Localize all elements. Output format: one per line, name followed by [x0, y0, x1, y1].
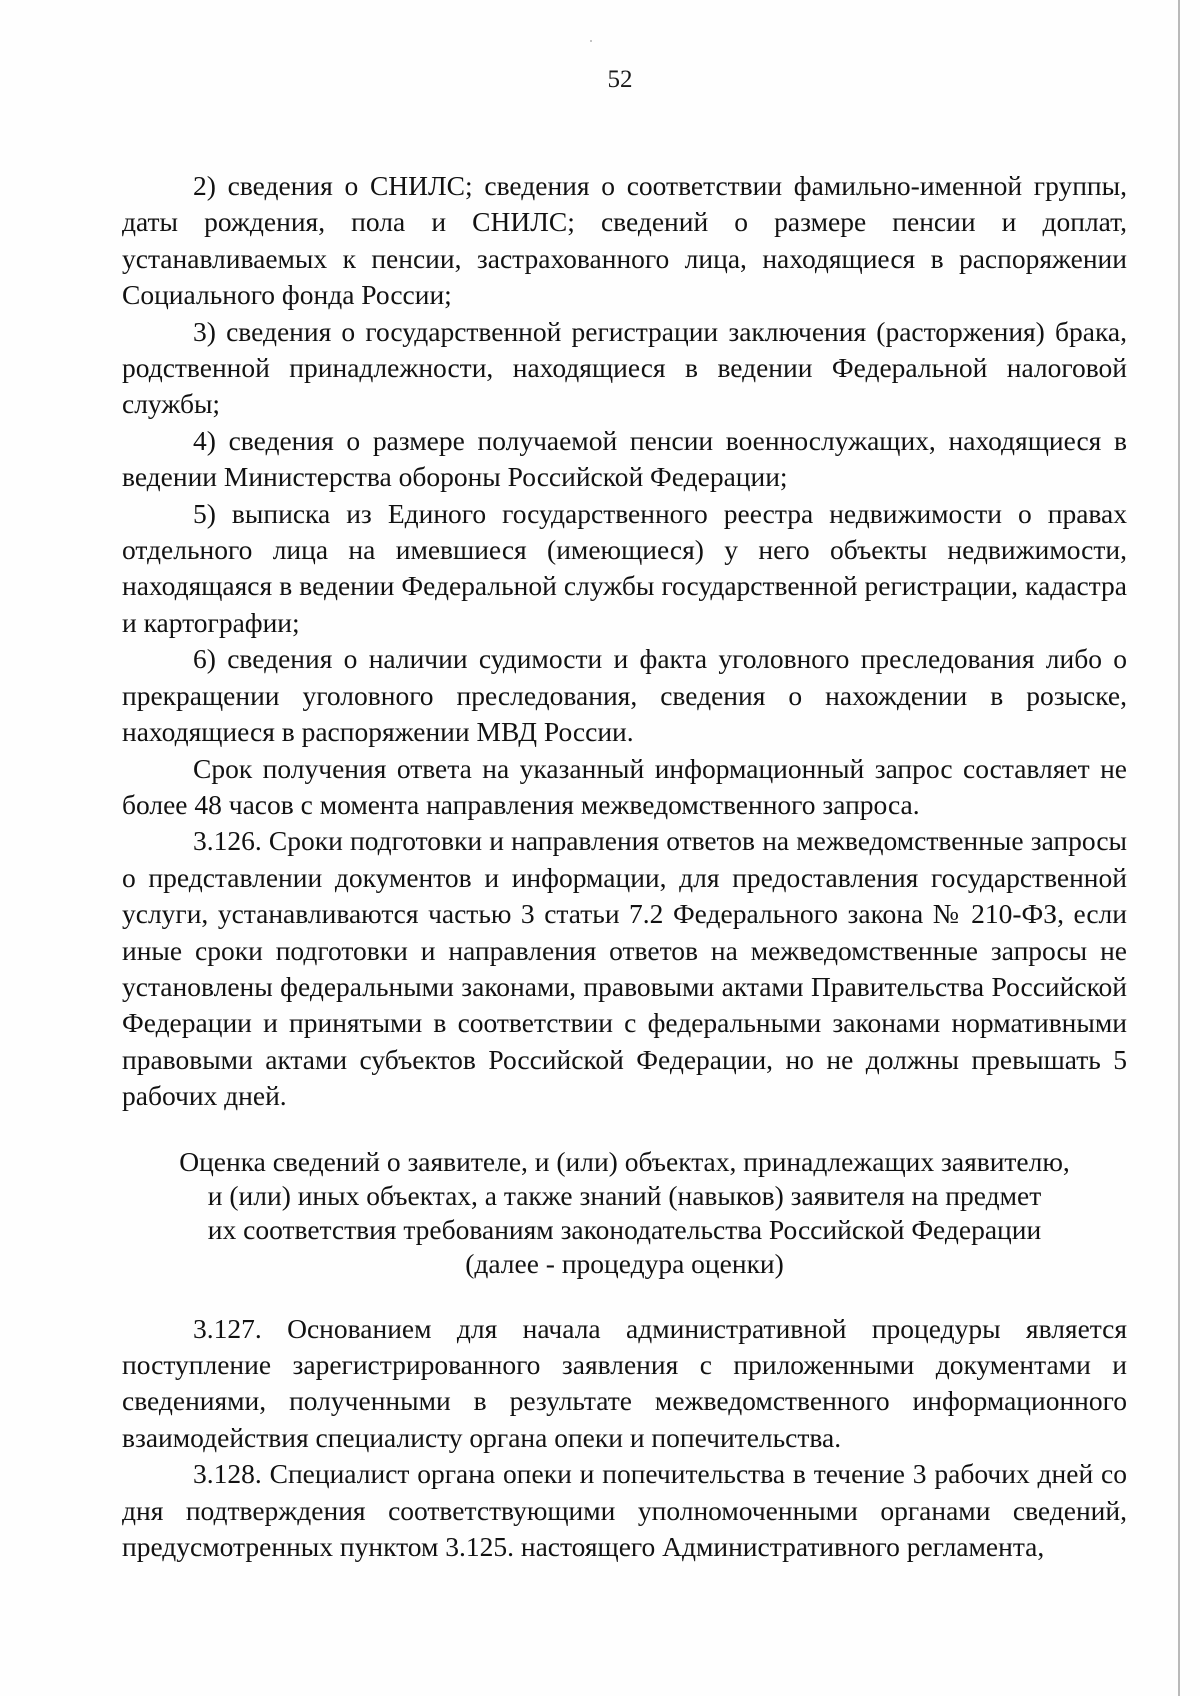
page-edge-line	[1178, 0, 1180, 1696]
list-item-real-estate-extract: 5) выписка из Единого государственного реестра недвижимости о правах отдельного лица на имевшиеся (имеющиеся) у него объекты недвижимости, находящаяся в ведении Федеральной службы государственной регистрации, кадастра и картографии;	[122, 497, 1127, 638]
section-heading-line: (далее - процедура оценки)	[465, 1247, 784, 1279]
section-heading-line: и (или) иных объектах, а также знаний (навыков) заявителя на предмет	[207, 1179, 1042, 1211]
paragraph-3-126: 3.126. Сроки подготовки и направления ответов на межведомственные запросы о представлении документов и информации, для предоставления государственной услуги, устанавливаются частью 3 статьи 7.2 Федерального закона № 210-ФЗ, если иные сроки подготовки и направления ответов на межведомственные запросы не установлены федеральными законами, правовыми актами Правительства Российской Федерации и принятыми в соответствии с федеральными законами нормативными правовыми актами субъектов Российской Федерации, но не должны превышать 5 рабочих дней.	[122, 825, 1127, 1112]
paragraph-3-128: 3.128. Специалист органа опеки и попечительства в течение 3 рабочих дней со дня подтверждения соответствующими уполномоченными органами сведений, предусмотренных пунктом 3.125. настоящего Административного регламента,	[122, 1458, 1127, 1562]
paragraph-response-deadline: Срок получения ответа на указанный информационный запрос составляет не более 48 часов с момента направления межведомственного запроса.	[122, 752, 1127, 820]
section-heading-line: их соответствия требованиям законодательства Российской Федерации	[207, 1213, 1042, 1245]
scan-artifact	[590, 40, 592, 42]
list-item-snils: 2) сведения о СНИЛС; сведения о соответствии фамильно-именной группы, даты рождения, пола и СНИЛС; сведений о размере пенсии и доплат, устанавливаемых к пенсии, застрахованного лица, находящиеся в распоряжении Социального фонда России;	[122, 170, 1127, 311]
list-item-marriage-registration: 3) сведения о государственной регистрации заключения (расторжения) брака, родственной принадлежности, находящиеся в ведении Федеральной налоговой службы;	[122, 315, 1127, 420]
document-body	[122, 168, 1127, 1565]
section-heading-line: Оценка сведений о заявителе, и (или) объектах, принадлежащих заявителю,	[179, 1145, 1070, 1177]
paragraph-3-127: 3.127. Основанием для начала административной процедуры является поступление зарегистрированного заявления с приложенными документами и сведениями, полученными в результате межведомственного информационного взаимодействия специалисту органа опеки и попечительства.	[122, 1312, 1127, 1453]
list-item-criminal-record: 6) сведения о наличии судимости и факта уголовного преследования либо о прекращении уголовного преследования, сведения о нахождении в розыске, находящиеся в распоряжении МВД России.	[122, 643, 1127, 748]
section-heading	[122, 1145, 1127, 1281]
list-item-military-pension: 4) сведения о размере получаемой пенсии военнослужащих, находящиеся в ведении Министерства обороны Российской Федерации;	[122, 424, 1127, 493]
page-number: 52	[607, 66, 633, 93]
